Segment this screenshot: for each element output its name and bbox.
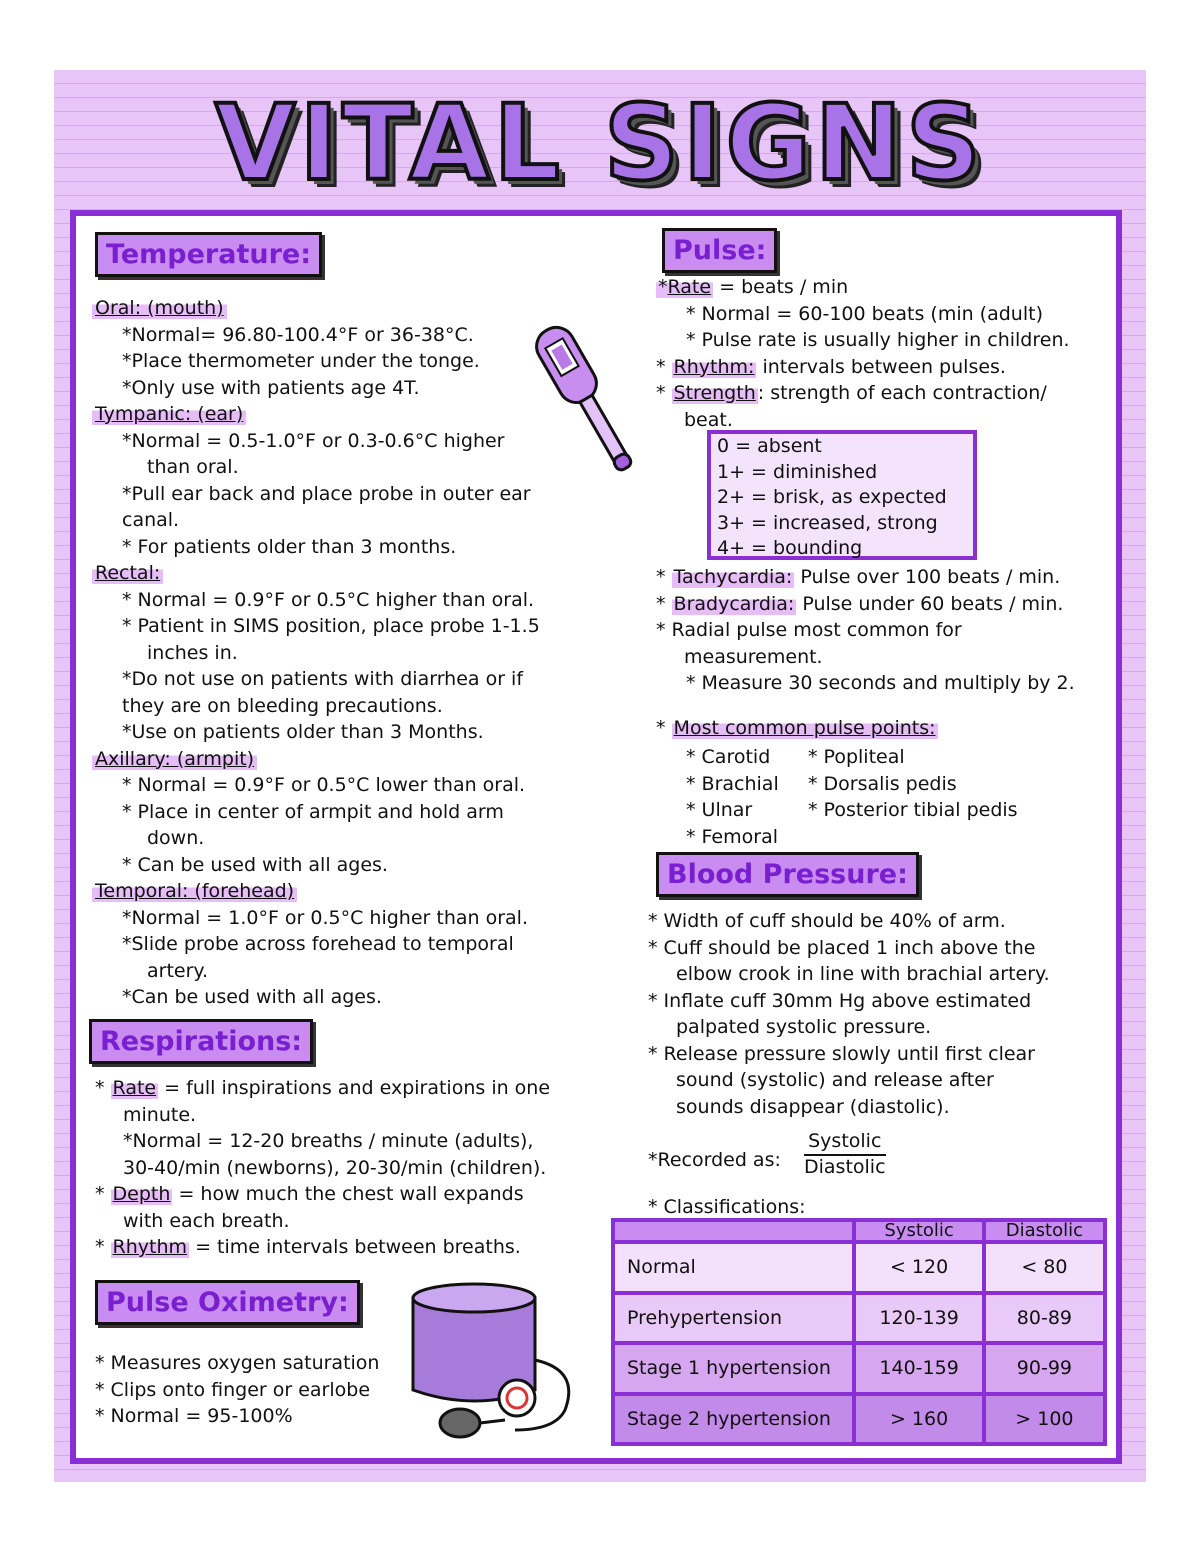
pulse-strength-scale [707, 430, 977, 560]
pulse-rate-text: = beats / min [719, 276, 849, 298]
resp-normal: 30-40/min (newborns), 20-30/min (children). [123, 1156, 547, 1179]
pulse-rate-item: * Pulse rate is usually higher in children. [686, 329, 1070, 351]
resp-depth-cont: with each breath. [123, 1209, 290, 1232]
bp-fraction-numerator: Systolic [804, 1130, 886, 1156]
resp-depth-label: Depth [112, 1183, 171, 1205]
pulse-strength-label: Strength [673, 382, 756, 404]
tachycardia-label: Tachycardia: [673, 566, 793, 588]
scale-item: 0 = absent [717, 435, 822, 457]
scale-item: 3+ = increased, strong [717, 511, 938, 534]
temporal-item: *Normal = 1.0°F or 0.5°C higher than oral. [122, 906, 529, 929]
blood-pressure-section [648, 908, 1050, 1120]
oral-label: Oral: (mouth) [92, 297, 227, 319]
radial-text: * Radial pulse most common for [656, 619, 962, 641]
bp-item: palpated systolic pressure. [676, 1016, 932, 1038]
tympanic-item: * For patients older than 3 months. [122, 535, 457, 558]
axillary-item: down. [147, 827, 205, 849]
table-header-cell: Diastolic [984, 1220, 1105, 1242]
pulse-points-left [686, 744, 779, 850]
blood-pressure-heading: Blood Pressure: [656, 852, 919, 897]
table-cell: < 120 [854, 1242, 983, 1293]
table-row [613, 1242, 1105, 1293]
resp-rate-cont: minute. [123, 1103, 197, 1126]
temporal-label: Temporal: (forehead) [92, 880, 297, 902]
pulse-point: * Femoral [686, 825, 778, 848]
bp-classification-table [611, 1218, 1107, 1446]
bradycardia-label: Bradycardia: [673, 592, 795, 615]
bp-item: sound (systolic) and release after [676, 1069, 994, 1091]
pulse-point: * Ulnar [686, 799, 753, 821]
blood-pressure-cuff-icon [405, 1280, 590, 1450]
pulse-strength-text: : strength of each contraction/ [757, 382, 1047, 404]
oral-item: *Place thermometer under the tonge. [122, 350, 480, 372]
table-cell: Normal [613, 1242, 854, 1293]
bp-classifications-label: * Classifications: [648, 1196, 806, 1218]
temporal-item: *Can be used with all ages. [122, 986, 382, 1008]
temperature-section [92, 295, 540, 1011]
tympanic-item: *Normal = 0.5-1.0°F or 0.3-0.6°C higher [122, 429, 505, 452]
table-cell: Prehypertension [613, 1293, 854, 1344]
pulse-strength-cont: beat. [684, 408, 733, 431]
rectal-item: inches in. [147, 641, 238, 664]
scale-item: 1+ = diminished [717, 460, 878, 483]
resp-rhythm-text: = time intervals between breaths. [195, 1236, 521, 1258]
table-row [613, 1394, 1105, 1445]
pulse-oximetry-section [95, 1350, 379, 1430]
tympanic-item: canal. [122, 509, 180, 531]
temporal-item: artery. [147, 959, 208, 982]
bp-item: * Release pressure slowly until first clear [648, 1042, 1035, 1065]
oximetry-item: * Measures oxygen saturation [95, 1352, 380, 1374]
resp-rhythm-label: Rhythm [112, 1236, 188, 1258]
table-header-row [613, 1220, 1105, 1242]
pulse-heading: Pulse: [662, 228, 777, 273]
page-title: VITAL SIGNS [215, 82, 985, 204]
radial-text: measurement. [684, 645, 823, 668]
bp-item: * Cuff should be placed 1 inch above the [648, 936, 1036, 959]
table-header-cell: Systolic [854, 1220, 983, 1242]
pulse-point: * Brachial [686, 772, 779, 795]
thermometer-icon [528, 315, 643, 480]
resp-rate-label: Rate [112, 1077, 157, 1099]
bradycardia-text: Pulse under 60 beats / min. [802, 592, 1064, 615]
pulse-point: * Carotid [686, 746, 771, 768]
pulse-point: * Posterior tibial pedis [808, 799, 1018, 821]
bp-recorded-fraction [804, 1130, 886, 1178]
tachycardia-text: Pulse over 100 beats / min. [800, 566, 1061, 588]
pulse-point: * Popliteal [808, 746, 905, 768]
rectal-label: Rectal: [92, 562, 163, 584]
rectal-item: * Normal = 0.9°F or 0.5°C higher than oral. [122, 588, 535, 611]
pulse-rhythm-label: Rhythm: [673, 355, 755, 378]
scale-item: 4+ = bounding [717, 537, 863, 559]
table-row [613, 1293, 1105, 1344]
pulse-section: *Rate = beats / min * Normal = 60-100 beats (min (adult) * Pulse rate is usually higher in children. * Rhythm: intervals between pulses. * Strength : strength of each contraction/ beat. [656, 274, 1070, 433]
table-cell: < 80 [984, 1242, 1105, 1293]
pulse-rhythm-text: intervals between pulses. [762, 355, 1006, 378]
table-cell: 80-89 [984, 1293, 1105, 1344]
axillary-item: * Can be used with all ages. [122, 853, 388, 876]
rectal-item: *Do not use on patients with diarrhea or if [122, 668, 524, 690]
pulse-points-right [808, 744, 1018, 824]
rectal-item: * Patient in SIMS position, place probe 1-1.5 [122, 615, 540, 637]
temperature-heading: Temperature: [95, 232, 322, 277]
radial-sub: * Measure 30 seconds and multiply by 2. [686, 672, 1075, 694]
table-cell: > 160 [854, 1394, 983, 1445]
pulse-rate-label: Rate [667, 276, 712, 298]
bp-item: * Inflate cuff 30mm Hg above estimated [648, 989, 1032, 1012]
resp-normal: *Normal = 12-20 breaths / minute (adults), [123, 1130, 534, 1152]
oximetry-item: * Clips onto finger or earlobe [95, 1378, 371, 1401]
bp-recorded-label: *Recorded as: [648, 1149, 781, 1171]
table-cell: > 100 [984, 1394, 1105, 1445]
bp-item: elbow crook in line with brachial artery. [676, 963, 1050, 985]
table-header-cell [613, 1220, 854, 1242]
pulse-oximetry-heading: Pulse Oximetry: [95, 1280, 360, 1325]
tympanic-item: than oral. [147, 456, 239, 478]
tympanic-item: *Pull ear back and place probe in outer ear [122, 482, 531, 505]
pulse-rate-item: * Normal = 60-100 beats (min (adult) [686, 302, 1043, 325]
pulse-section-2: * Tachycardia: Pulse over 100 beats / min. * Bradycardia: Pulse under 60 beats / min. * Radial pulse most common for measurement. * Measure 30 seconds and multiply by 2. * Most common pulse points: [656, 566, 1075, 739]
respirations-section: * Rate = full inspirations and expirations in one minute. *Normal = 12-20 breaths / minute (adults), 30-40/min (newborns), 20-30/min (children). * Depth = how much the chest wall expands with each breath. * Rhythm = time intervals between breaths. [95, 1077, 551, 1258]
axillary-label: Axillary: (armpit) [92, 748, 257, 770]
oral-item: *Normal= 96.80-100.4°F or 36-38°C. [122, 323, 474, 346]
oral-item: *Only use with patients age 4T. [122, 376, 420, 399]
axillary-item: * Normal = 0.9°F or 0.5°C lower than oral. [122, 774, 526, 796]
bp-fraction-denominator: Diastolic [804, 1156, 886, 1178]
bp-item: * Width of cuff should be 40% of arm. [648, 910, 1006, 932]
pulse-points-label: Most common pulse points: [673, 716, 936, 739]
temporal-item: *Slide probe across forehead to temporal [122, 933, 514, 955]
bp-item: sounds disappear (diastolic). [676, 1095, 950, 1118]
table-row [613, 1343, 1105, 1394]
tympanic-label: Tympanic: (ear) [92, 403, 246, 425]
resp-rate-text: = full inspirations and expirations in one [164, 1077, 551, 1099]
table-cell: 140-159 [854, 1343, 983, 1394]
table-cell: 90-99 [984, 1343, 1105, 1394]
resp-depth-text: = how much the chest wall expands [178, 1183, 524, 1205]
pulse-point: * Dorsalis pedis [808, 772, 957, 795]
axillary-item: * Place in center of armpit and hold arm [122, 800, 504, 823]
rectal-item: *Use on patients older than 3 Months. [122, 721, 484, 743]
rectal-item: they are on bleeding precautions. [122, 694, 443, 717]
respirations-heading: Respirations: [89, 1019, 313, 1064]
table-cell: 120-139 [854, 1293, 983, 1344]
table-cell: Stage 1 hypertension [613, 1343, 854, 1394]
table-cell: Stage 2 hypertension [613, 1394, 854, 1445]
scale-item: 2+ = brisk, as expected [717, 486, 947, 508]
oximetry-item: * Normal = 95-100% [95, 1405, 293, 1427]
